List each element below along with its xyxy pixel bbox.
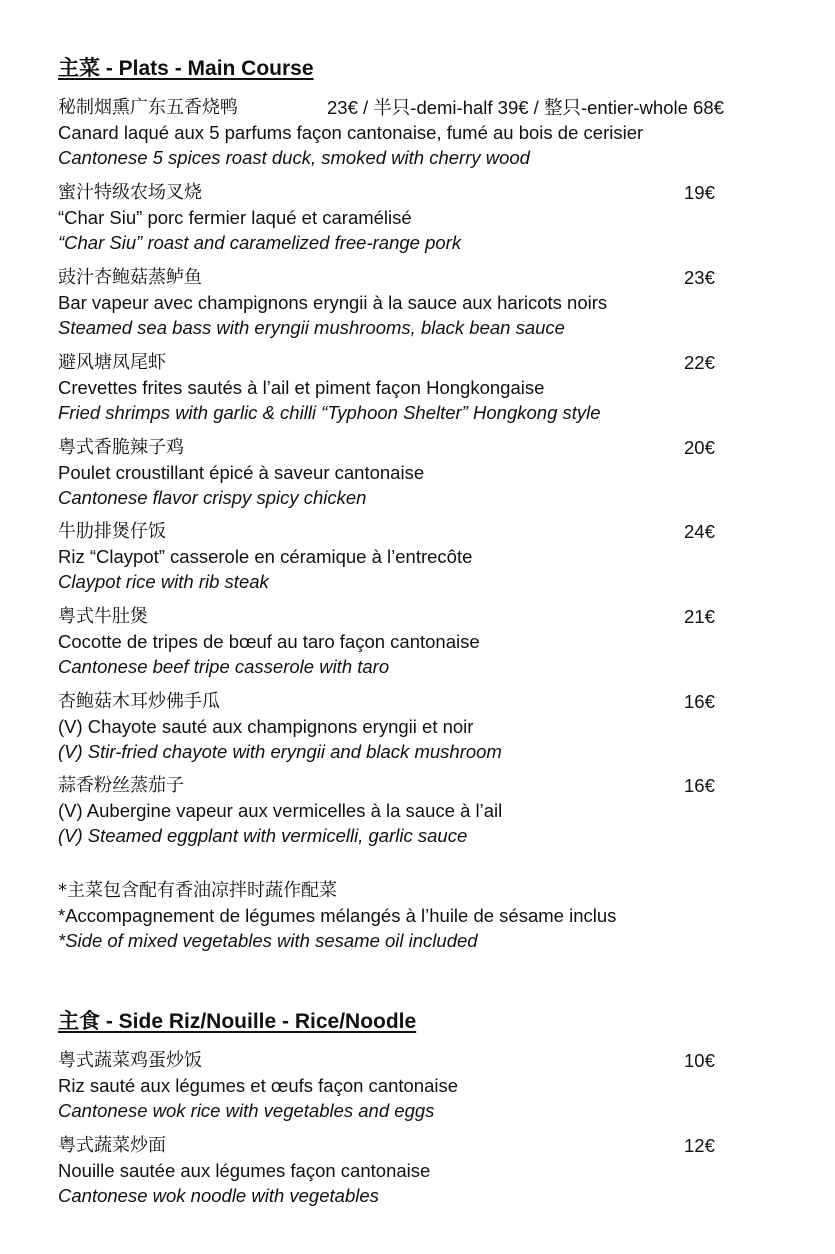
dish-desc-fr: Nouille sautée aux légumes façon cantonaise: [58, 1160, 431, 1181]
dish-name-zh: 蒜香粉丝蒸茄子: [58, 775, 184, 796]
section-title-zh: 主食: [58, 1009, 100, 1033]
dish-name-zh: 豉汁杏鲍菇蒸鲈鱼: [58, 267, 202, 288]
dish-desc-fr: Canard laqué aux 5 parfums façon cantonaise, fumé au bois de cerisier: [58, 122, 644, 143]
dish-desc-fr: Bar vapeur avec champignons eryngii à la sauce aux haricots noirs: [58, 292, 608, 313]
note-zh: *主菜包含配有香油凉拌时蔬作配菜: [58, 880, 337, 901]
dish-desc-en: Steamed sea bass with eryngii mushrooms, black bean sauce: [58, 317, 565, 338]
dish-desc-en: Cantonese flavor crispy spicy chicken: [58, 487, 367, 508]
dish-desc-en: Fried shrimps with garlic & chilli “Typhoon Shelter” Hongkong style: [58, 402, 601, 423]
menu-item-spicy-chicken: [58, 435, 778, 510]
main-course-note: [58, 878, 778, 953]
dish-desc-en: (V) Stir-fried chayote with eryngii and black mushroom: [58, 741, 502, 762]
dish-desc-fr: (V) Chayote sauté aux champignons eryngii et noir: [58, 716, 474, 737]
menu-item-chayote: [58, 689, 778, 764]
dish-name-zh: 粤式蔬菜鸡蛋炒饭: [58, 1050, 202, 1071]
dish-desc-fr: “Char Siu” porc fermier laqué et caramélisé: [58, 207, 412, 228]
dish-price: 16€: [684, 775, 715, 796]
dish-name-zh: 粤式牛肚煲: [58, 606, 148, 627]
dish-price: 20€: [684, 437, 715, 458]
menu-item-eggplant: [58, 773, 778, 848]
dish-name-zh: 避风塘凤尾虾: [58, 352, 166, 373]
dish-price: 16€: [684, 691, 715, 712]
dish-desc-fr: (V) Aubergine vapeur aux vermicelles à la sauce à l’ail: [58, 800, 503, 821]
dish-desc-en: Cantonese wok rice with vegetables and eggs: [58, 1100, 435, 1121]
dish-desc-fr: Crevettes frites sautés à l’ail et piment façon Hongkongaise: [58, 377, 545, 398]
dish-desc-en: Cantonese wok noodle with vegetables: [58, 1185, 379, 1206]
dish-price: 19€: [684, 182, 715, 203]
section-title-text: - Side Riz/Nouille - Rice/Noodle: [100, 1010, 417, 1033]
dish-desc-en: “Char Siu” roast and caramelized free-range pork: [58, 232, 462, 253]
dish-desc-en: Claypot rice with rib steak: [58, 571, 269, 592]
dish-name-zh: 蜜汁特级农场叉烧: [58, 182, 202, 203]
dish-name-zh: 秘制烟熏广东五香烧鸭: [58, 97, 238, 118]
dish-price: 21€: [684, 606, 715, 627]
menu-item-sea-bass: [58, 265, 778, 340]
menu-item-char-siu: [58, 180, 778, 255]
dish-name-zh: 粤式香脆辣子鸡: [58, 437, 184, 458]
dish-desc-fr: Riz sauté aux légumes et œufs façon cantonaise: [58, 1075, 459, 1096]
section-title-main-course: [58, 55, 314, 82]
dish-price: 22€: [684, 352, 715, 373]
section-title-side: [58, 1008, 416, 1035]
dish-name-zh: 牛肋排煲仔饭: [58, 521, 166, 542]
dish-price: 23€: [684, 267, 715, 288]
dish-name-zh: 杏鲍菇木耳炒佛手瓜: [58, 691, 220, 712]
dish-price: 23€ / 半只-demi-half 39€ / 整只-entier-whole 68€: [327, 97, 724, 118]
dish-price: 24€: [684, 521, 715, 542]
dish-desc-fr: Cocotte de tripes de bœuf au taro façon cantonaise: [58, 631, 480, 652]
menu-item-beef-tripe: [58, 604, 778, 679]
dish-desc-fr: Riz “Claypot” casserole en céramique à l’entrecôte: [58, 546, 473, 567]
menu-item-shrimps: [58, 350, 778, 425]
dish-price: 10€: [684, 1050, 715, 1071]
menu-item-fried-noodle: [58, 1133, 778, 1208]
dish-desc-en: Cantonese 5 spices roast duck, smoked with cherry wood: [58, 147, 530, 168]
dish-price: 12€: [684, 1135, 715, 1156]
section-title-zh: 主菜: [58, 56, 100, 80]
note-en: *Side of mixed vegetables with sesame oil included: [58, 930, 478, 951]
note-fr: *Accompagnement de légumes mélangés à l’huile de sésame inclus: [58, 905, 617, 926]
dish-desc-en: Cantonese beef tripe casserole with taro: [58, 656, 390, 677]
menu-item-fried-rice: [58, 1048, 778, 1123]
dish-name-zh: 粤式蔬菜炒面: [58, 1135, 166, 1156]
dish-desc-fr: Poulet croustillant épicé à saveur cantonaise: [58, 462, 425, 483]
menu-item-claypot-rice: [58, 519, 778, 594]
menu-item-roast-duck: [58, 95, 778, 170]
dish-desc-en: (V) Steamed eggplant with vermicelli, garlic sauce: [58, 825, 468, 846]
section-title-text: - Plats - Main Course: [100, 57, 314, 80]
